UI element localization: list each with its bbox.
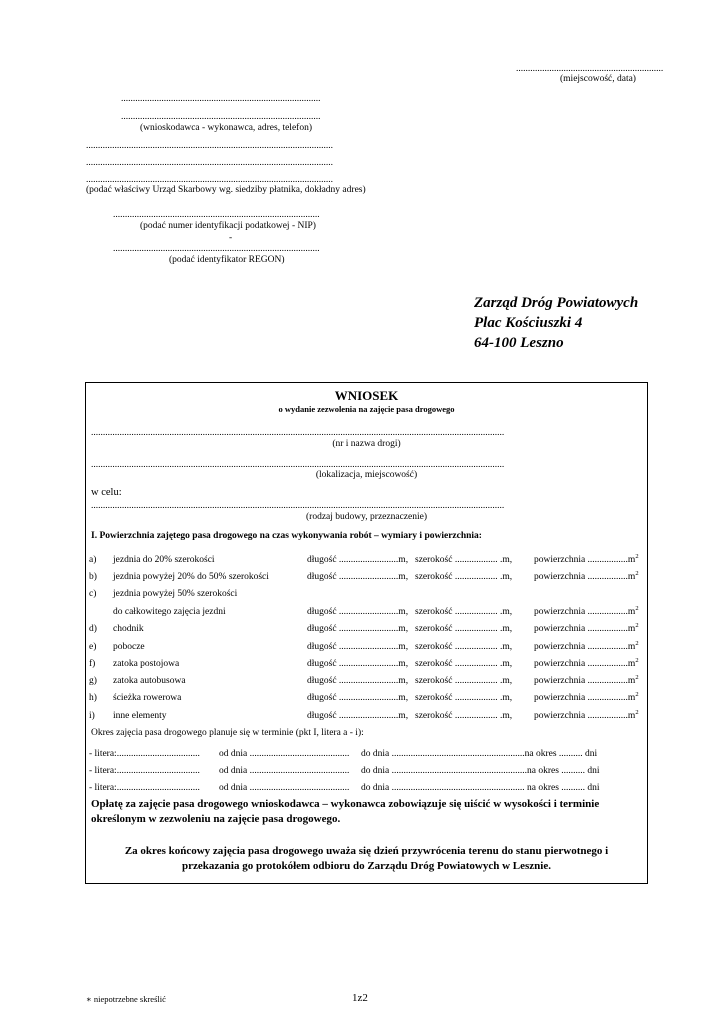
recipient-line-2: Plac Kościuszki 4 <box>474 315 583 331</box>
area-unit-superscript: 2 <box>635 605 639 612</box>
period-letter-field[interactable]: - litera:................................... <box>89 749 200 759</box>
item-area-field[interactable] <box>534 624 639 634</box>
item-width-field[interactable]: szerokość .................. .m, <box>415 676 513 686</box>
period-letter-field[interactable]: - litera:................................... <box>89 766 200 776</box>
place-date-dots: .............................................................. <box>516 64 664 74</box>
item-width-field[interactable]: szerokość .................. .m, <box>415 693 513 703</box>
area-unit-superscript: 2 <box>635 570 639 577</box>
item-area-text: powierzchnia .................m <box>534 711 636 721</box>
period-from-field[interactable]: od dnia .......................................... <box>219 749 350 759</box>
application-form <box>85 382 648 884</box>
area-unit-superscript: 2 <box>635 640 639 647</box>
form-subtitle: o wydanie zezwolenia na zajęcie pasa drogowego <box>278 404 455 414</box>
item-area-field[interactable] <box>534 642 639 652</box>
area-unit-superscript: 2 <box>635 709 639 716</box>
item-length-field[interactable]: długość .........................m, <box>307 676 409 686</box>
item-label: do całkowitego zajęcia jezdni <box>113 607 226 617</box>
nip-label: (podać numer identyfikacji podatkowej - NIP) <box>140 221 316 231</box>
item-area-text: powierzchnia .................m <box>534 642 636 652</box>
item-label: jezdnia powyżej 50% szerokości <box>113 589 238 599</box>
end-line-1: Za okres końcowy zajęcia pasa drogowego uważa się dzień przywrócenia terenu do stanu pierwotnego i <box>124 845 609 857</box>
area-unit-superscript: 2 <box>635 674 639 681</box>
period-letter-field[interactable]: - litera:................................... <box>89 783 200 793</box>
item-width-field[interactable]: szerokość .................. .m, <box>415 555 513 565</box>
applicant-dots-1: .................................................................................... <box>121 94 321 104</box>
nip-dash: - <box>229 233 233 243</box>
area-unit-superscript: 2 <box>635 622 639 629</box>
period-from-field[interactable]: od dnia .......................................... <box>219 766 350 776</box>
item-letter: e) <box>89 642 97 652</box>
nip-dots: ....................................................................................... <box>113 210 320 220</box>
item-letter: a) <box>89 555 97 565</box>
item-letter: f) <box>89 659 96 669</box>
item-label: zatoka postojowa <box>113 659 180 669</box>
item-width-field[interactable]: szerokość .................. .m, <box>415 624 513 634</box>
road-label: (nr i nazwa drogi) <box>332 439 401 449</box>
purpose-label: (rodzaj budowy, przeznaczenie) <box>306 512 427 522</box>
item-label: jezdnia powyżej 20% do 50% szerokości <box>113 572 269 582</box>
area-unit-superscript: 2 <box>635 553 639 560</box>
item-area-field[interactable] <box>534 676 639 686</box>
area-unit-superscript: 2 <box>635 657 639 664</box>
tax-office-dots-3: ........................................................................................................ <box>86 175 333 185</box>
item-width-field[interactable]: szerokość .................. .m, <box>415 659 513 669</box>
item-letter: g) <box>89 676 97 686</box>
item-area-text: powierzchnia .................m <box>534 676 636 686</box>
item-area-field[interactable] <box>534 555 639 565</box>
item-length-field[interactable]: długość .........................m, <box>307 693 409 703</box>
item-length-field[interactable]: długość .........................m, <box>307 555 409 565</box>
fee-line-1: Opłatę za zajęcie pasa drogowego wnioskodawca – wykonawca zobowiązuje się uiścić w wysokości i terminie <box>91 798 600 810</box>
tax-office-label: (podać właściwy Urząd Skarbowy wg. siedziby płatnika, dokładny adres) <box>86 185 366 195</box>
item-area-field[interactable] <box>534 659 639 669</box>
item-letter: b) <box>89 572 97 582</box>
item-length-field[interactable]: długość .........................m, <box>307 642 409 652</box>
item-length-field[interactable]: długość .........................m, <box>307 624 409 634</box>
recipient-line-1: Zarząd Dróg Powiatowych <box>474 295 639 311</box>
period-from-field[interactable]: od dnia .......................................... <box>219 783 350 793</box>
place-date-label: (miejscowość, data) <box>560 74 636 84</box>
area-unit-superscript: 2 <box>635 691 639 698</box>
item-letter: i) <box>89 711 95 721</box>
item-area-text: powierzchnia .................m <box>534 693 636 703</box>
location-label: (lokalizacja, miejscowość) <box>315 470 418 480</box>
item-area-text: powierzchnia .................m <box>534 659 636 669</box>
item-area-field[interactable] <box>534 711 639 721</box>
purpose-dots[interactable]: .............................................................................................................................................................................. <box>91 501 505 511</box>
period-to-field[interactable]: do dnia .........................................................na okres .......... dni <box>361 766 600 776</box>
purpose-prefix: w celu: <box>91 487 122 498</box>
item-area-text: powierzchnia .................m <box>534 555 636 565</box>
tax-office-dots-1: ........................................................................................................ <box>86 141 333 151</box>
tax-office-dots-2: ........................................................................................................ <box>86 158 333 168</box>
item-letter: h) <box>89 693 97 703</box>
item-label: ścieżka rowerowa <box>113 693 182 703</box>
item-area-text: powierzchnia .................m <box>534 607 636 617</box>
applicant-dots-2: .................................................................................... <box>121 112 321 122</box>
item-letter: d) <box>89 624 97 634</box>
item-area-text: powierzchnia .................m <box>534 572 636 582</box>
item-length-field[interactable]: długość .........................m, <box>307 572 409 582</box>
item-width-field[interactable]: szerokość .................. .m, <box>415 642 513 652</box>
item-length-field[interactable]: długość .........................m, <box>307 607 409 617</box>
period-to-field[interactable]: do dnia ........................................................ na okres .......... dni <box>361 783 600 793</box>
item-length-field[interactable]: długość .........................m, <box>307 659 409 669</box>
item-area-field[interactable] <box>534 693 639 703</box>
item-label: inne elementy <box>113 711 167 721</box>
item-letter: c) <box>89 589 97 599</box>
regon-dots: ....................................................................................... <box>113 244 320 254</box>
item-label: chodnik <box>113 624 144 634</box>
item-area-field[interactable] <box>534 607 639 617</box>
item-length-field[interactable]: długość .........................m, <box>307 711 409 721</box>
period-title: Okres zajęcia pasa drogowego planuje się w terminie (pkt I, litera a - i): <box>91 728 364 738</box>
item-width-field[interactable]: szerokość .................. .m, <box>415 711 513 721</box>
location-dots[interactable]: .............................................................................................................................................................................. <box>91 460 505 470</box>
item-label: jezdnia do 20% szerokości <box>113 555 215 565</box>
page-number: 1z2 <box>352 992 368 1004</box>
period-to-field[interactable]: do dnia ........................................................na okres .......... dni <box>361 749 598 759</box>
fee-line-2: określonym w zezwoleniu na zajęcie pasa drogowego. <box>91 813 341 825</box>
road-dots[interactable]: .............................................................................................................................................................................. <box>91 428 505 438</box>
item-area-text: powierzchnia .................m <box>534 624 636 634</box>
item-area-field[interactable] <box>534 572 639 582</box>
applicant-label: (wnioskodawca - wykonawca, adres, telefon) <box>140 123 312 133</box>
section-1-title: I. Powierzchnia zajętego pasa drogowego na czas wykonywania robót – wymiary i powierzchnia: <box>91 531 482 541</box>
recipient-line-3: 64-100 Leszno <box>474 335 564 351</box>
footer-note: ∗ niepotrzebne skreślić <box>86 994 166 1004</box>
item-width-field[interactable]: szerokość .................. .m, <box>415 607 513 617</box>
regon-label: (podać identyfikator REGON) <box>169 255 285 265</box>
end-line-2: przekazania go protokółem odbioru do Zarządu Dróg Powiatowych w Lesznie. <box>182 860 551 872</box>
form-title: WNIOSEK <box>334 388 399 403</box>
item-label: pobocze <box>113 642 145 652</box>
item-width-field[interactable]: szerokość .................. .m, <box>415 572 513 582</box>
item-label: zatoka autobusowa <box>113 676 186 686</box>
